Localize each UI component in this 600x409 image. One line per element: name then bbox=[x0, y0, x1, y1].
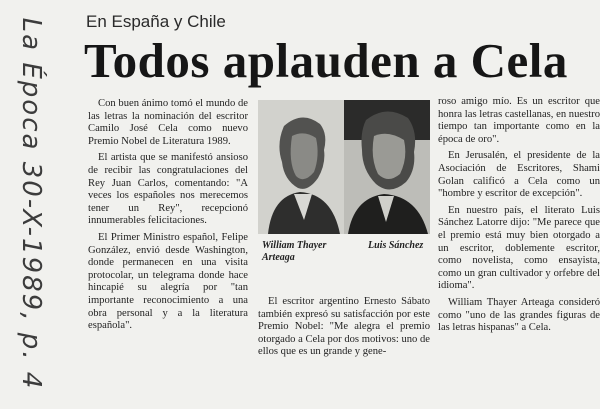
photo-caption-left: William Thayer Arteaga bbox=[262, 240, 327, 263]
photo-caption-right: Luis Sánchez bbox=[368, 240, 424, 251]
paragraph: El Primer Ministro español, Felipe González, envió desde Washington, donde permanecen en una visita protocolar, un telegrama donde hace hincapié su alegría por "tan importante reconocimiento a una obra personal y a la literatura española". bbox=[88, 231, 248, 332]
paragraph: roso amigo mío. Es un escritor que honra las letras castellanas, en nuestro tiempo tan importante como en la época de oro". bbox=[438, 96, 600, 145]
article-column-1 bbox=[88, 98, 248, 337]
kicker: En España y Chile bbox=[86, 12, 226, 31]
handwritten-margin-note bbox=[8, 14, 54, 394]
portrait-photos bbox=[258, 100, 430, 234]
margin-note-text: La Época 30-X-1989, p. 4 bbox=[16, 17, 46, 391]
paragraph: William Thayer Arteaga consideró como "uno de las grandes figuras de las letras hispanas" a Cela. bbox=[438, 296, 600, 334]
portrait-photos-graphic bbox=[258, 100, 430, 234]
paragraph: En nuestro país, el literato Luis Sánchez Latorre dijo: "Me parece que el premio está muy bien otorgado a un escritor, doblemente escritor, como novelista, como ensayista, como un gran cultivador y orfebre del idioma". bbox=[438, 204, 600, 292]
paragraph: El escritor argentino Ernesto Sábato también expresó su satisfacción por este Premio Nobel: "Me alegra el premio otorgado a Cela por dos motivos: uno de ellos que es un grande y gene- bbox=[258, 296, 430, 358]
headline: Todos aplauden a Cela bbox=[84, 33, 568, 88]
paragraph: El artista que se manifestó ansioso de recibir las congratulaciones del Rey Juan Carlos, comentando: "A veces los españoles nos merecemos tener un Rey", recepcionó innumerables felicitaciones. bbox=[88, 152, 248, 227]
article-column-3 bbox=[438, 96, 600, 339]
article-column-2 bbox=[258, 296, 430, 363]
paragraph: En Jerusalén, el presidente de la Asociación de Escritores, Shami Golan calificó a Cela como un "hombre y escritor de excepción". bbox=[438, 150, 600, 200]
paragraph: Con buen ánimo tomó el mundo de las letras la nominación del escritor Camilo José Cela como nuevo Premio Nobel de Literatura 1989. bbox=[88, 98, 248, 147]
